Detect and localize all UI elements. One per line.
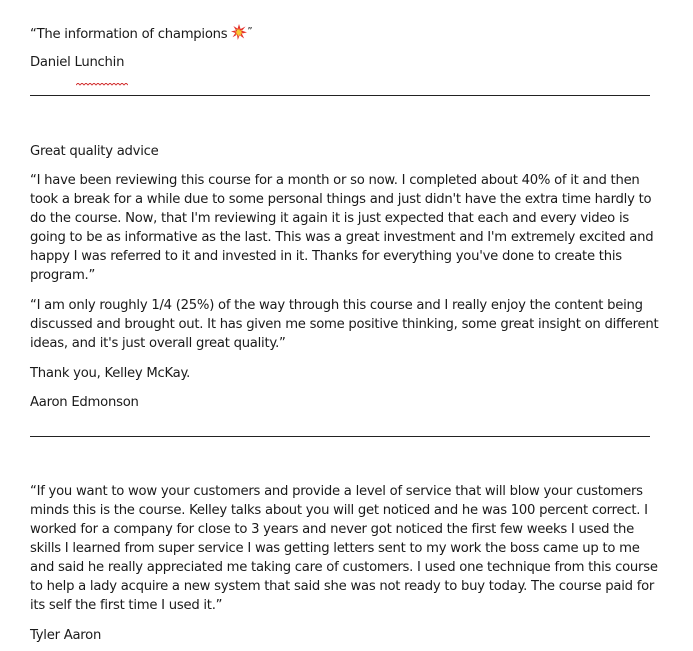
testimonial-2-quote-1: “I have been reviewing this course for a month or so now. I completed about 40% of it and then took a break for a while due to some personal things and just didn't have the extra time hardly to do the course. Now, that I'm reviewing it again it is just expected that each and every video is going to be as informative as the last. This was a great investment and I'm extremely excited and happy I was referred to it and invested in it. Thanks for everything you've done to create this program.” [30,173,654,283]
testimonial-3-quote: “If you want to wow your customers and provide a level of service that will blow your customers minds this is the course. Kelley talks about you will get noticed and he was 100 percent correct. I worked for a company for close to 3 years and never got noticed the first few weeks I used the skills I learned from super service I was getting letters sent to my work the boss came up to me and said he really appreciated me taking care of customers. I used one technique from this course to help a lady acquire a new system that said she was not ready to buy today. The course paid for its self the first time I used it.” [30,484,658,613]
section-divider [30,436,650,437]
testimonial-3-author: Tyler Aaron [30,628,102,643]
testimonial-2-thanks: Thank you, Kelley McKay. [30,366,191,381]
section-divider [30,95,650,96]
collision-icon [231,24,247,46]
testimonial-1-author [30,53,660,72]
testimonial-2-heading: Great quality advice [30,144,159,159]
testimonial-1-closing-mark: ” [247,26,253,37]
testimonial-2-author: Aaron Edmonson [30,395,139,410]
author-name: Daniel Lunchin [30,55,125,70]
testimonial-1-quote-text: “The information of champions [30,27,228,42]
spellcheck-underline [76,71,128,74]
testimonial-1-quote [30,22,660,46]
testimonial-2-quote-2: “I am only roughly 1/4 (25%) of the way through this course and I really enjoy the content being discussed and brought out. It has given me some positive thinking, some great insight on different ideas, and it's just overall great quality.” [30,298,659,351]
